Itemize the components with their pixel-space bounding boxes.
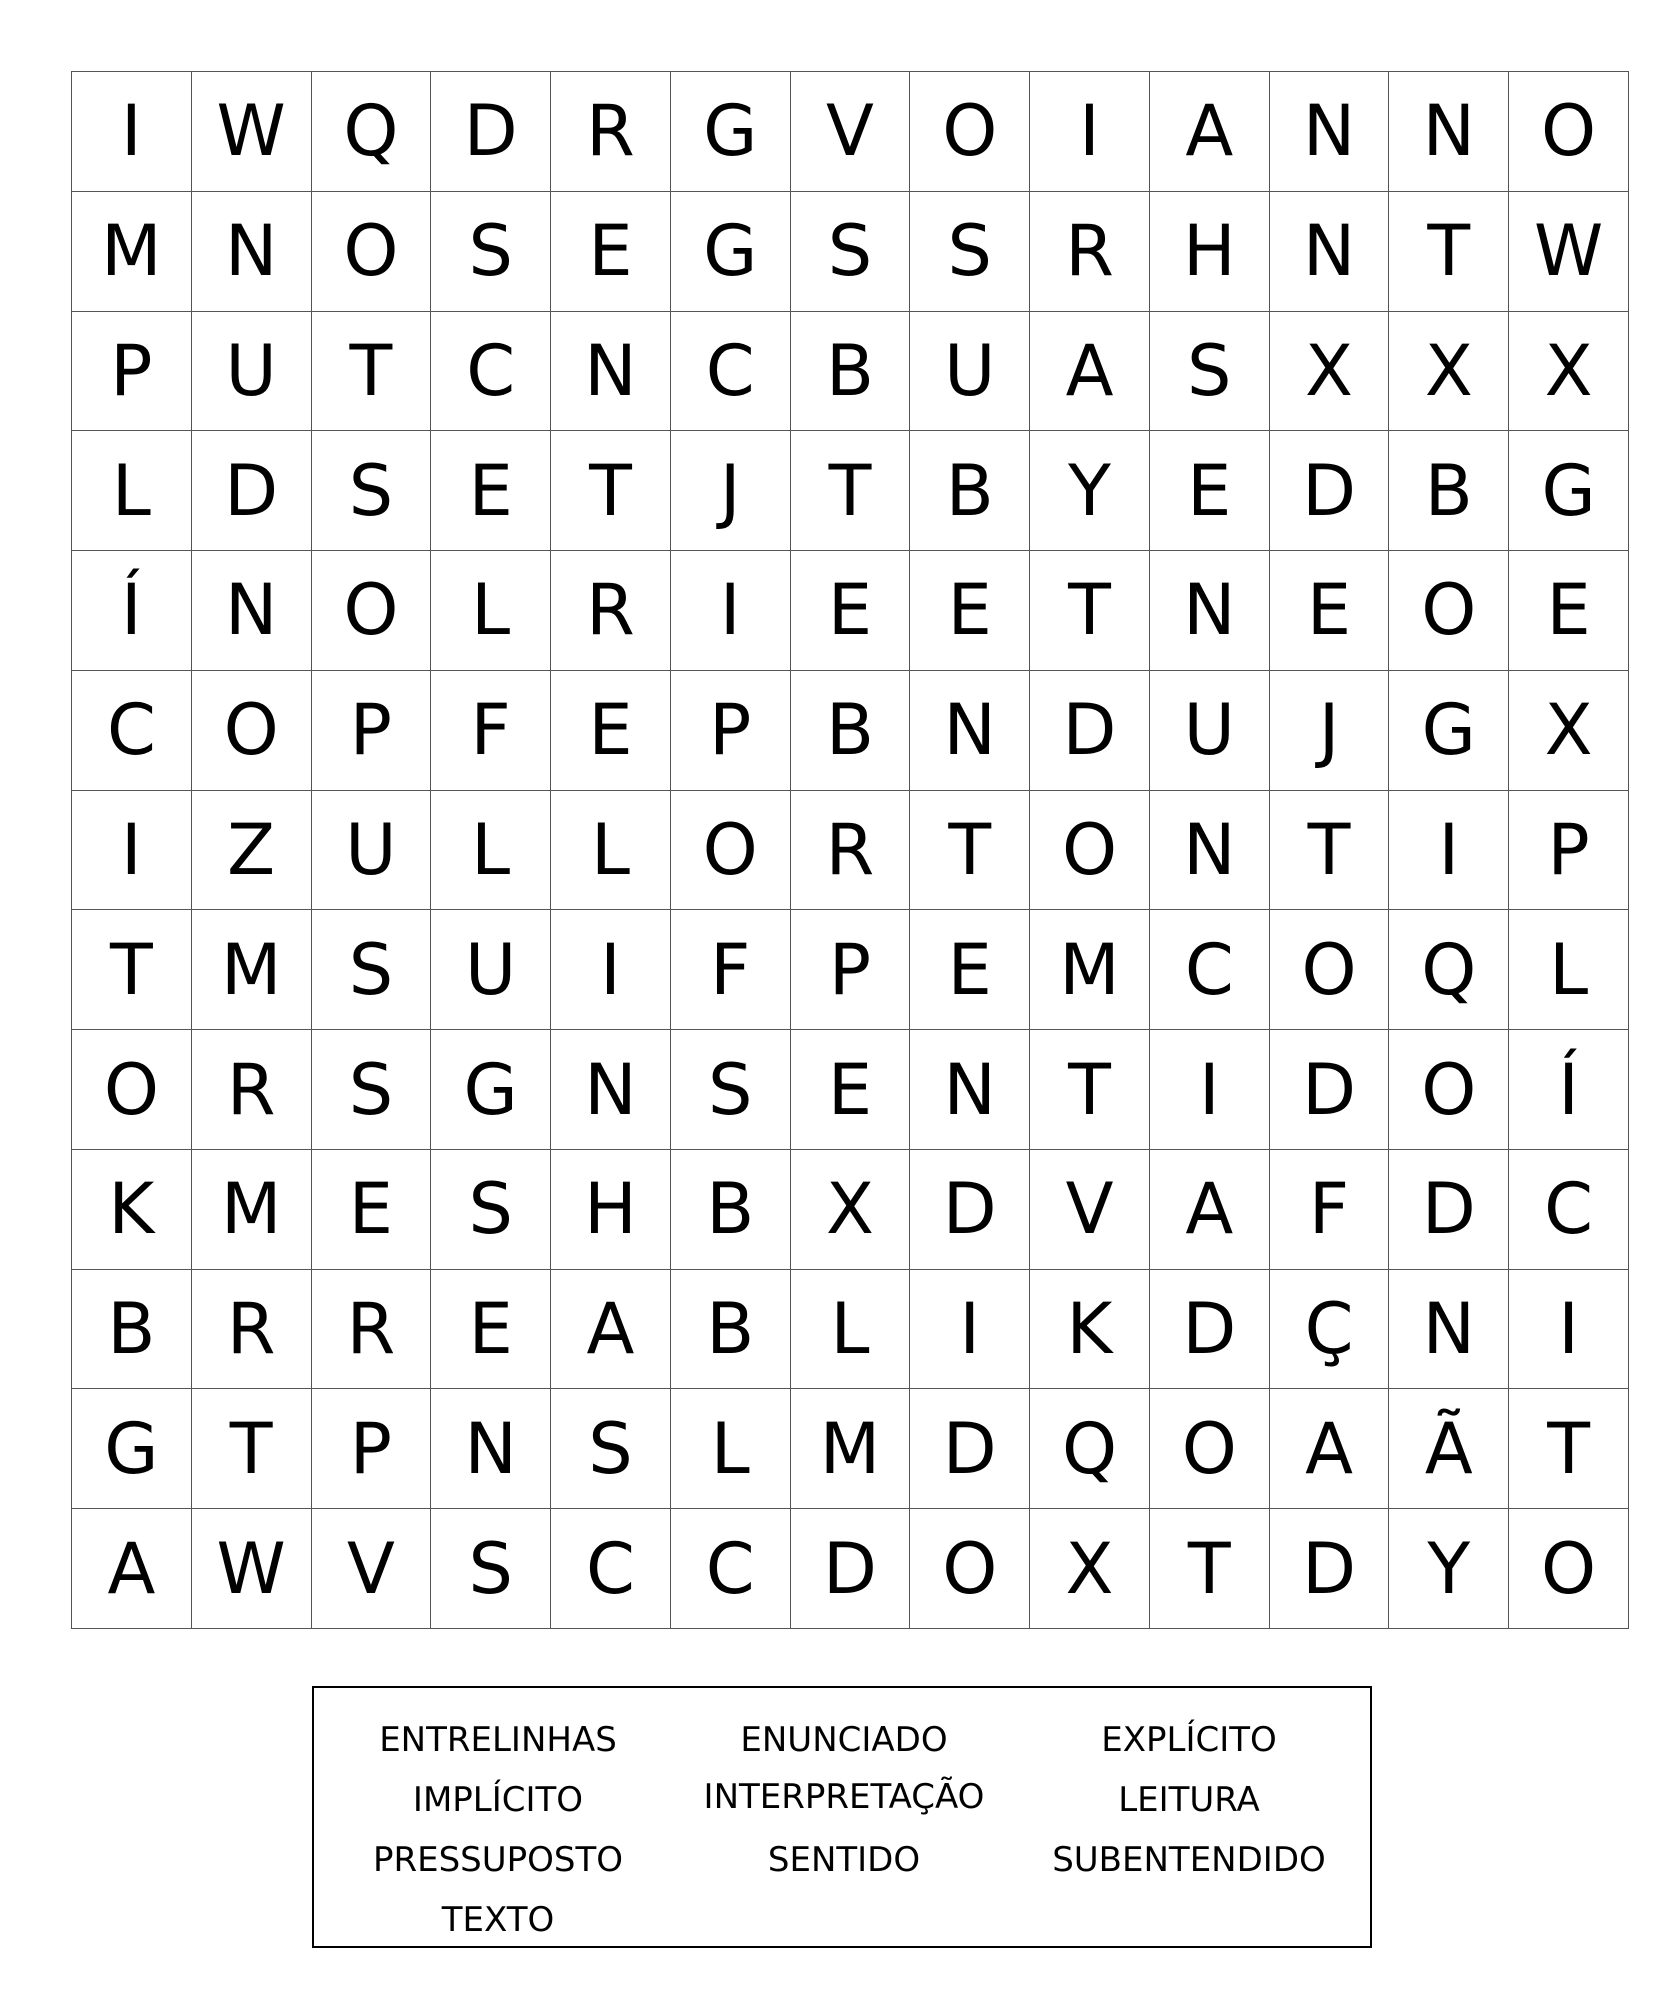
grid-cell[interactable]: D (1389, 1149, 1509, 1269)
word-bank-item: ENTRELINHAS (379, 1720, 617, 1760)
grid-cell[interactable]: C (1509, 1149, 1629, 1269)
grid-cell[interactable]: I (72, 72, 192, 192)
grid-row (72, 311, 1629, 431)
grid-row (72, 1389, 1629, 1509)
grid-cell[interactable]: G (670, 72, 790, 192)
grid-cell[interactable]: T (72, 910, 192, 1030)
grid-cell[interactable]: I (1509, 1269, 1629, 1389)
grid-row (72, 551, 1629, 671)
word-bank-item: SUBENTENDIDO (1052, 1840, 1326, 1880)
grid-cell[interactable]: O (72, 1030, 192, 1150)
grid-cell[interactable]: Y (1389, 1509, 1509, 1629)
grid-cell[interactable]: R (551, 551, 671, 671)
grid-cell[interactable]: U (191, 311, 311, 431)
grid-cell[interactable]: B (670, 1269, 790, 1389)
grid-cell[interactable]: S (311, 431, 431, 551)
grid-cell[interactable]: U (1149, 670, 1269, 790)
grid-cell[interactable]: H (551, 1149, 671, 1269)
grid-cell[interactable]: A (1269, 1389, 1389, 1509)
grid-cell[interactable]: I (910, 1269, 1030, 1389)
grid-cell[interactable]: W (191, 72, 311, 192)
grid-cell[interactable]: T (551, 431, 671, 551)
word-bank-item: LEITURA (1118, 1780, 1260, 1820)
grid-cell[interactable]: A (551, 1269, 671, 1389)
grid-cell[interactable]: N (191, 191, 311, 311)
grid-cell[interactable]: N (1389, 72, 1509, 192)
grid-cell[interactable]: O (1389, 1030, 1509, 1150)
grid-cell[interactable]: J (670, 431, 790, 551)
grid-cell[interactable]: D (431, 72, 551, 192)
grid-cell[interactable]: I (1389, 790, 1509, 910)
word-bank-item: IMPLÍCITO (412, 1780, 584, 1820)
grid-cell[interactable]: Z (191, 790, 311, 910)
grid-cell[interactable]: T (910, 790, 1030, 910)
grid-cell[interactable]: U (311, 790, 431, 910)
grid-row (72, 670, 1629, 790)
grid-cell[interactable]: N (1269, 72, 1389, 192)
grid-cell[interactable]: T (790, 431, 910, 551)
grid-cell[interactable]: R (191, 1030, 311, 1150)
grid-cell[interactable]: T (1389, 191, 1509, 311)
grid-cell[interactable]: N (191, 551, 311, 671)
grid-cell[interactable]: T (311, 311, 431, 431)
grid-cell[interactable]: O (311, 551, 431, 671)
grid-cell[interactable]: E (1509, 551, 1629, 671)
grid-cell[interactable]: K (72, 1149, 192, 1269)
grid-cell[interactable]: C (72, 670, 192, 790)
grid-row (72, 1509, 1629, 1629)
grid-cell[interactable]: R (790, 790, 910, 910)
grid-cell[interactable]: O (311, 191, 431, 311)
grid-cell[interactable]: B (790, 670, 910, 790)
word-bank (312, 1686, 1372, 1948)
grid-cell[interactable]: T (1030, 551, 1150, 671)
grid-cell[interactable]: G (1509, 431, 1629, 551)
grid-cell[interactable]: L (1509, 910, 1629, 1030)
grid-cell[interactable]: Q (1389, 910, 1509, 1030)
grid-cell[interactable]: N (551, 1030, 671, 1150)
grid-cell[interactable]: S (311, 1030, 431, 1150)
grid-cell[interactable]: O (1509, 72, 1629, 192)
grid-cell[interactable]: N (1269, 191, 1389, 311)
grid-cell[interactable]: I (1030, 72, 1150, 192)
grid-cell[interactable]: E (551, 670, 671, 790)
grid-cell[interactable]: D (1149, 1269, 1269, 1389)
grid-cell[interactable]: O (910, 1509, 1030, 1629)
grid-cell[interactable]: X (1269, 311, 1389, 431)
grid-cell[interactable]: J (1269, 670, 1389, 790)
grid-cell[interactable]: E (1269, 551, 1389, 671)
grid-cell[interactable]: D (1030, 670, 1150, 790)
grid-cell[interactable]: Q (311, 72, 431, 192)
grid-cell[interactable]: V (1030, 1149, 1150, 1269)
grid-cell[interactable]: E (790, 1030, 910, 1150)
grid-cell[interactable]: L (72, 431, 192, 551)
grid-cell[interactable]: E (551, 191, 671, 311)
grid-cell[interactable]: B (910, 431, 1030, 551)
grid-cell[interactable]: Ç (1269, 1269, 1389, 1389)
grid-cell[interactable]: C (551, 1509, 671, 1629)
grid-row (72, 431, 1629, 551)
grid-cell[interactable]: B (670, 1149, 790, 1269)
grid-cell[interactable]: W (1509, 191, 1629, 311)
grid-row (72, 191, 1629, 311)
grid-cell[interactable]: L (670, 1389, 790, 1509)
grid-cell[interactable]: H (1149, 191, 1269, 311)
grid-row (72, 790, 1629, 910)
grid-cell[interactable]: T (1030, 1030, 1150, 1150)
grid-cell[interactable]: B (790, 311, 910, 431)
grid-cell[interactable]: Ã (1389, 1389, 1509, 1509)
grid-cell[interactable]: D (910, 1389, 1030, 1509)
grid-cell[interactable]: E (311, 1149, 431, 1269)
grid-cell[interactable]: N (1389, 1269, 1509, 1389)
grid-cell[interactable]: C (670, 311, 790, 431)
grid-cell[interactable]: U (431, 910, 551, 1030)
grid-cell[interactable]: O (1149, 1389, 1269, 1509)
grid-cell[interactable]: M (72, 191, 192, 311)
grid-cell[interactable]: O (191, 670, 311, 790)
grid-cell[interactable]: P (311, 670, 431, 790)
grid-cell[interactable]: S (431, 191, 551, 311)
grid-cell[interactable]: L (551, 790, 671, 910)
grid-cell[interactable]: S (431, 1509, 551, 1629)
grid-cell[interactable]: Í (72, 551, 192, 671)
grid-cell[interactable]: L (431, 790, 551, 910)
grid-cell[interactable]: G (431, 1030, 551, 1150)
grid-cell[interactable]: X (1509, 670, 1629, 790)
grid-cell[interactable]: A (1030, 311, 1150, 431)
grid-cell[interactable]: R (191, 1269, 311, 1389)
grid-cell[interactable]: O (1269, 910, 1389, 1030)
grid-cell[interactable]: X (1509, 311, 1629, 431)
grid-cell[interactable]: L (431, 551, 551, 671)
grid-cell[interactable]: O (670, 790, 790, 910)
grid-cell[interactable]: I (1149, 1030, 1269, 1150)
word-bank-item: SENTIDO (767, 1840, 921, 1880)
grid-cell[interactable]: S (790, 191, 910, 311)
grid-cell[interactable]: F (1269, 1149, 1389, 1269)
grid-cell[interactable]: K (1030, 1269, 1150, 1389)
grid-cell[interactable]: O (1389, 551, 1509, 671)
grid-cell[interactable]: S (910, 191, 1030, 311)
grid-cell[interactable]: I (670, 551, 790, 671)
grid-cell[interactable]: D (1269, 1030, 1389, 1150)
word-bank-item: EXPLÍCITO (1101, 1720, 1277, 1760)
grid-cell[interactable]: I (72, 790, 192, 910)
grid-cell[interactable]: X (1389, 311, 1509, 431)
grid-cell[interactable]: Y (1030, 431, 1150, 551)
grid-cell[interactable]: F (431, 670, 551, 790)
grid-cell[interactable]: P (670, 670, 790, 790)
grid-cell[interactable]: D (790, 1509, 910, 1629)
grid-cell[interactable]: C (1149, 910, 1269, 1030)
grid-cell[interactable]: C (431, 311, 551, 431)
grid-cell[interactable]: Í (1509, 1030, 1629, 1150)
grid-cell[interactable]: N (1149, 790, 1269, 910)
grid-cell[interactable]: M (1030, 910, 1150, 1030)
grid-row (72, 910, 1629, 1030)
grid-cell[interactable]: N (910, 670, 1030, 790)
grid-cell[interactable]: M (191, 1149, 311, 1269)
grid-cell[interactable]: N (1149, 551, 1269, 671)
word-search-grid (71, 71, 1629, 1629)
grid-cell[interactable]: O (1509, 1509, 1629, 1629)
grid-cell[interactable]: T (191, 1389, 311, 1509)
grid-cell[interactable]: T (1509, 1389, 1629, 1509)
grid-cell[interactable]: T (1269, 790, 1389, 910)
grid-cell[interactable]: G (72, 1389, 192, 1509)
grid-cell[interactable]: O (1030, 790, 1150, 910)
grid-cell[interactable]: T (1149, 1509, 1269, 1629)
grid-cell[interactable]: S (311, 910, 431, 1030)
grid-cell[interactable]: L (790, 1269, 910, 1389)
grid-row (72, 1269, 1629, 1389)
grid-cell[interactable]: P (1509, 790, 1629, 910)
grid-cell[interactable]: D (1269, 1509, 1389, 1629)
grid-cell[interactable]: S (551, 1389, 671, 1509)
grid-cell[interactable]: S (670, 1030, 790, 1150)
grid-cell[interactable]: X (1030, 1509, 1150, 1629)
grid-cell[interactable]: S (431, 1149, 551, 1269)
word-bank-item: ENUNCIADO (740, 1720, 948, 1760)
grid-cell[interactable]: D (1269, 431, 1389, 551)
grid-cell[interactable]: C (670, 1509, 790, 1629)
grid-cell[interactable]: E (431, 431, 551, 551)
grid-cell[interactable]: B (1389, 431, 1509, 551)
word-bank-item: INTERPRETAÇÃO (703, 1777, 985, 1817)
grid-cell[interactable]: E (790, 551, 910, 671)
grid-cell[interactable]: P (72, 311, 192, 431)
grid-cell[interactable]: U (910, 311, 1030, 431)
grid-cell[interactable]: M (790, 1389, 910, 1509)
grid-cell[interactable]: A (1149, 1149, 1269, 1269)
grid-row (72, 1030, 1629, 1150)
grid-cell[interactable]: A (1149, 72, 1269, 192)
grid-cell[interactable]: I (551, 910, 671, 1030)
grid-cell[interactable]: E (910, 551, 1030, 671)
grid-cell[interactable]: D (191, 431, 311, 551)
grid-cell[interactable]: B (72, 1269, 192, 1389)
grid-cell[interactable]: N (431, 1389, 551, 1509)
grid-cell[interactable]: E (910, 910, 1030, 1030)
grid-cell[interactable]: S (1149, 311, 1269, 431)
grid-cell[interactable]: V (790, 72, 910, 192)
grid-cell[interactable]: A (72, 1509, 192, 1629)
grid-row (72, 1149, 1629, 1269)
grid-cell[interactable]: V (311, 1509, 431, 1629)
word-bank-item: PRESSUPOSTO (372, 1840, 624, 1880)
grid-cell[interactable]: X (790, 1149, 910, 1269)
grid-cell[interactable]: F (670, 910, 790, 1030)
grid-cell[interactable]: R (551, 72, 671, 192)
grid-cell[interactable]: P (790, 910, 910, 1030)
grid-cell[interactable]: N (551, 311, 671, 431)
grid-cell[interactable]: G (670, 191, 790, 311)
grid-cell[interactable]: P (311, 1389, 431, 1509)
grid-cell[interactable]: W (191, 1509, 311, 1629)
grid-cell[interactable]: E (1149, 431, 1269, 551)
grid-cell[interactable]: N (910, 1030, 1030, 1150)
grid-row (72, 72, 1629, 192)
grid-cell[interactable]: G (1389, 670, 1509, 790)
grid-cell[interactable]: M (191, 910, 311, 1030)
grid-cell[interactable]: R (1030, 191, 1150, 311)
word-bank-item: TEXTO (441, 1900, 555, 1940)
grid-cell[interactable]: R (311, 1269, 431, 1389)
grid-cell[interactable]: E (431, 1269, 551, 1389)
grid-cell[interactable]: O (910, 72, 1030, 192)
grid-cell[interactable]: D (910, 1149, 1030, 1269)
grid-cell[interactable]: Q (1030, 1389, 1150, 1509)
